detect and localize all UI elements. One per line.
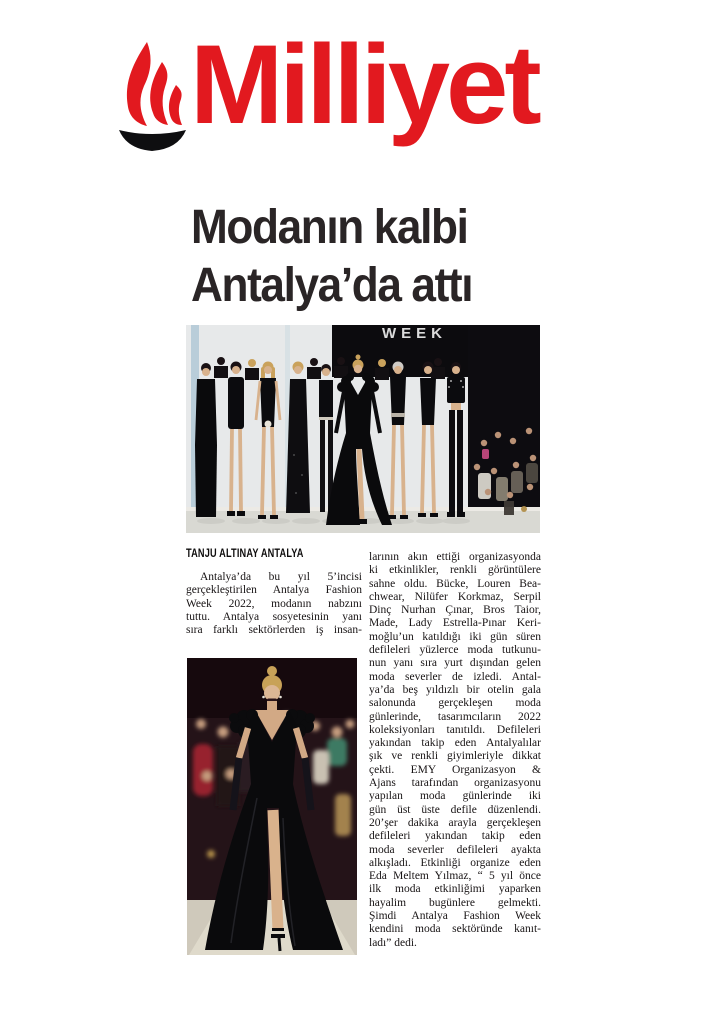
text-line: larının akın ettiği organizasyonda: [369, 551, 541, 563]
runway-model-photo: [187, 658, 357, 955]
byline: TANJU ALTINAY ANTALYA: [186, 548, 304, 560]
text-line: 20’şer dakika arayla gerçekleşen: [369, 816, 541, 829]
text-line: kendini moda sektöründe kanıt-: [369, 923, 541, 936]
text-line: Eda Meltem Yılmaz, “ 5 yıl önce: [369, 870, 541, 883]
article-headline: [191, 199, 611, 315]
headline-line-2: Antalya’da attı: [191, 259, 473, 312]
runway-group-photo: [186, 325, 540, 533]
text-line: moğlu’un katıldığı iki gün süren: [369, 630, 541, 643]
text-line: yakından takip eden Antalyalılar: [369, 737, 541, 750]
text-line: Ajans tarafından organizasyonu: [369, 777, 541, 790]
text-line: gerçekleştirilen Antalya Fashion: [186, 584, 362, 597]
text-line: ya’da beş yıldızlı bir otelin gala: [369, 683, 541, 696]
text-line: sahne oldu. Bücke, Louren Bea-: [369, 577, 541, 590]
text-line: Week 2022, modanın nabzını: [186, 597, 362, 610]
text-line: salonunda gerçekleşen moda: [369, 697, 541, 710]
text-line: Dinç Nurhan Çınar, Bros Taior,: [369, 604, 541, 617]
backdrop-text: WEEK: [382, 325, 447, 342]
text-line: nun yanı sıra yurt dışından gelen: [369, 657, 541, 670]
masthead-title: Milliyet: [190, 22, 538, 147]
text-line: ladı” dedi.: [369, 936, 417, 949]
text-line: Şimdi Antalya Fashion Week: [369, 910, 541, 923]
text-line: Antalya’da bu yıl 5’incisi: [200, 571, 362, 583]
text-line: gün üst üste defile düzenlendi.: [369, 803, 541, 816]
text-line: moda severler defileleri ayakta: [369, 843, 541, 856]
text-line: hayalim bugünlere gelmekti.: [369, 896, 541, 909]
text-line: chwear, Nilüfer Korkmaz, Serpil: [369, 590, 541, 603]
text-line: çekti. EMY Organizasyon &: [369, 763, 541, 776]
text-line: yapılan moda günlerinde iki: [369, 790, 541, 803]
text-line: koleksiyonları tanıtıldı. Defileleri: [369, 723, 541, 736]
text-line: sıra farklı sektörlerden iş insan-: [186, 624, 362, 637]
text-line: defileleri yüzlerce moda tutkunu-: [369, 644, 541, 657]
article-column-left: [186, 571, 362, 637]
text-line: şık ve renkli giyimleriyle dikkat: [369, 750, 541, 763]
text-line: alkışladı. Etkinliği organize eden: [369, 856, 541, 869]
text-line: tuttu. Antalya sosyetesinin yanı: [186, 610, 362, 623]
flame-icon: [117, 41, 188, 154]
text-line: Made, Lady Estrella-Pınar Keri-: [369, 617, 541, 630]
text-line: ilk moda etkinliğimi yaparken: [369, 883, 541, 896]
article-column-right: [369, 551, 541, 950]
text-line: defileleri yakından takip eden: [369, 830, 541, 843]
text-line: ki etkinlikler, renkli görüntülere: [369, 564, 541, 577]
masthead: [0, 0, 724, 170]
text-line: moda severler de izledi. Antal-: [369, 670, 541, 683]
headline-line-1: Modanın kalbi: [191, 201, 468, 254]
text-line: günlerinde, tasarımcıların 2022: [369, 710, 541, 723]
